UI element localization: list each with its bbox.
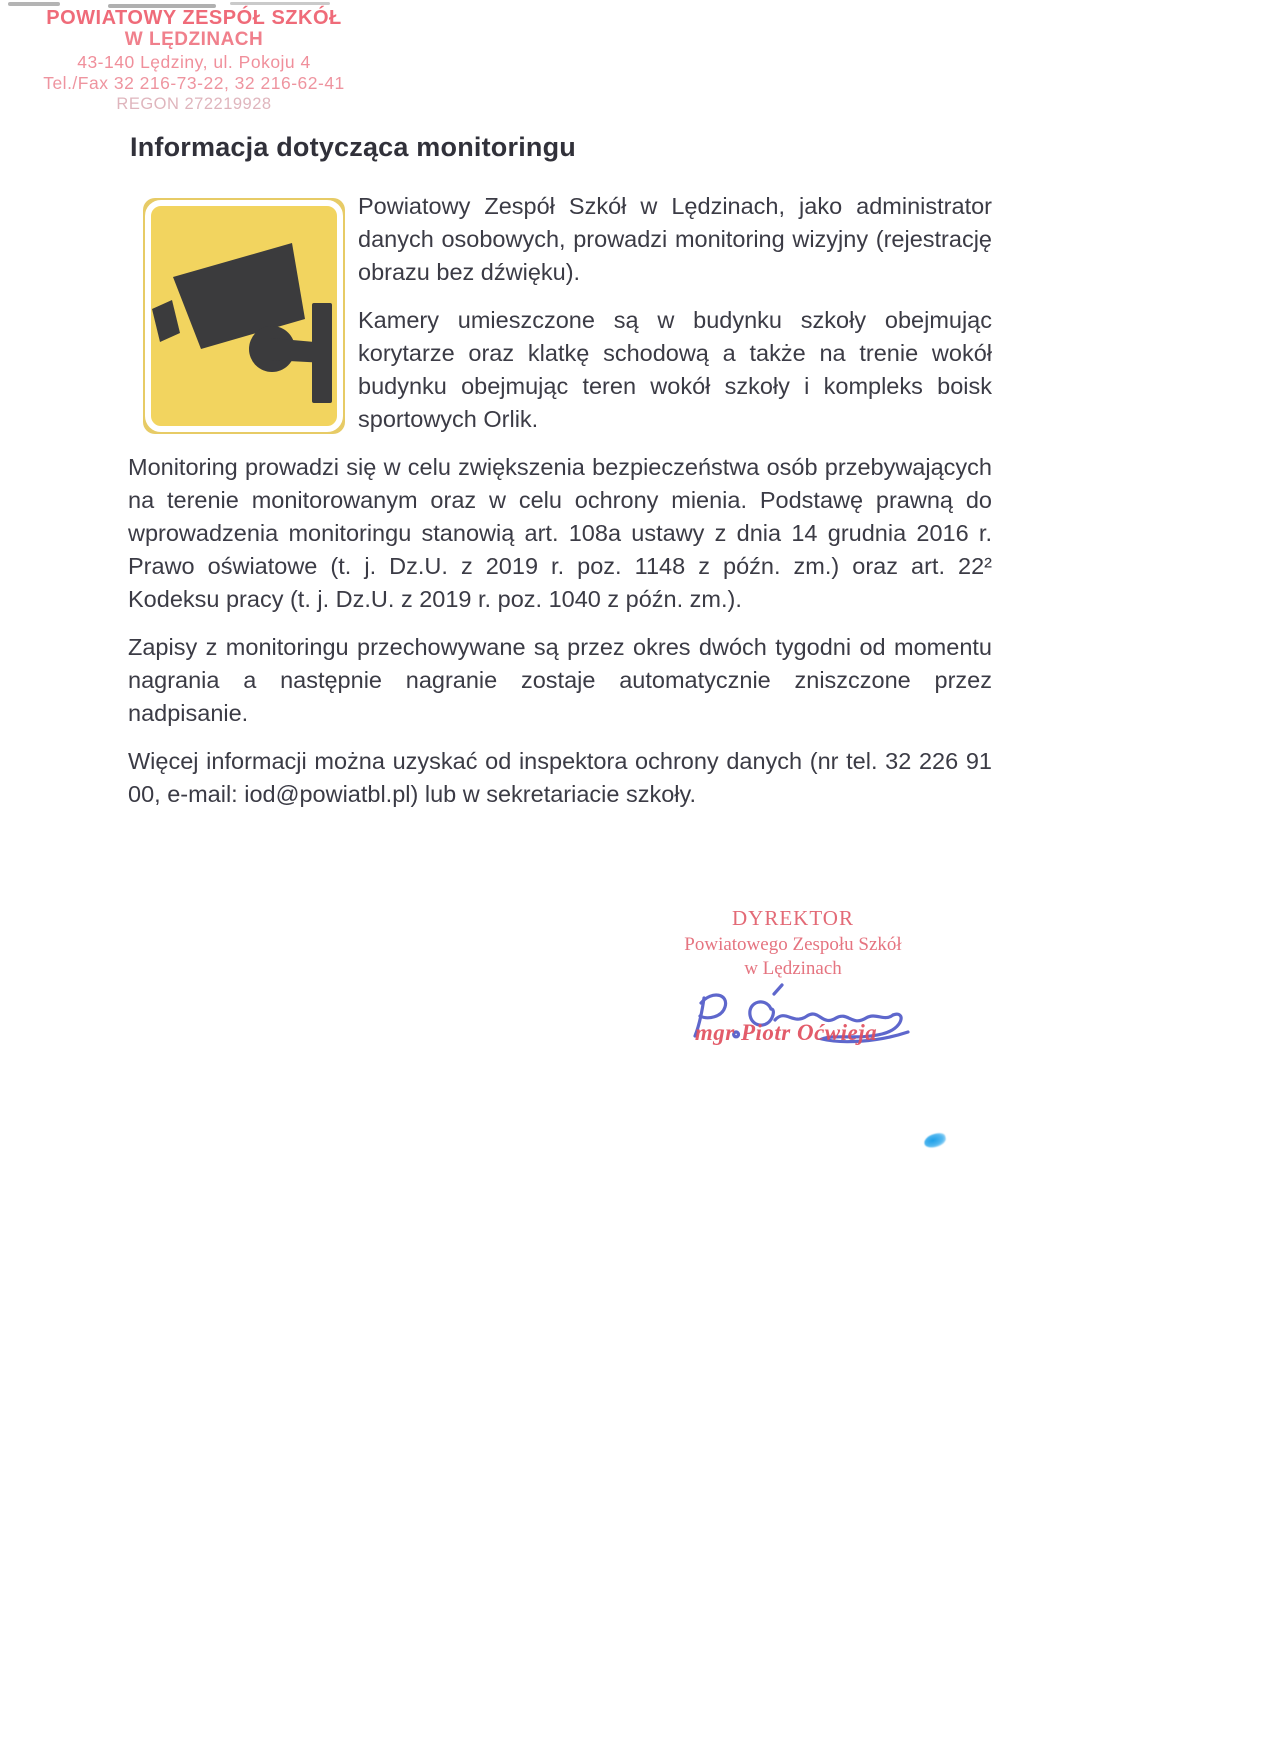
- document-body: [128, 132, 992, 826]
- school-stamp: [26, 8, 362, 115]
- paragraph-contact: Więcej informacji można uzyskać od inspektora ochrony danych (nr tel. 32 226 91 00, e-mail: iod@powiatbl.pl) lub w sekretariacie szkoły.: [128, 748, 992, 807]
- stamp-phone: Tel./Fax 32 216-73-22, 32 216-62-41: [43, 73, 345, 93]
- director-stamp: [628, 906, 958, 1074]
- stamp-school-city-bottom: w Lędzinach: [744, 958, 842, 979]
- ink-smudge: [923, 1132, 947, 1150]
- paragraph-retention: Zapisy z monitoringu przechowywane są przez okres dwóch tygodni od momentu nagrania a następnie nagranie zostaje automatycznie zniszczone przez nadpisanie.: [128, 634, 992, 726]
- stamp-school-city: W LĘDZINACH: [124, 29, 264, 50]
- stamp-regon: REGON 272219928: [116, 95, 272, 113]
- stamp-address: 43-140 Lędziny, ul. Pokoju 4: [77, 52, 311, 72]
- body-text: [128, 190, 992, 811]
- paragraph-cameras: Kamery umieszczone są w budynku szkoły obejmując korytarze oraz klatkę schodową a także na trenie wokół budynku obejmując teren wokół szkoły i kompleks boisk sportowych Orlik.: [358, 307, 992, 432]
- signature-name: mgr Piotr Oćwieja: [694, 1020, 878, 1045]
- paragraph-legal-basis: Monitoring prowadzi się w celu zwiększenia bezpieczeństwa osób przebywających na terenie monitorowanym oraz w celu ochrony mienia. Podstawę prawną do wprowadzenia monitoringu stanowią art. 108a ustawy z dnia 14 grudnia 2016 r. Prawo oświatowe (t. j. Dz.U. z 2019 r. poz. 1148 z późn. zm.) oraz art. 22² Kodeksu pracy (t. j. Dz.U. z 2019 r. poz. 1040 z późn. zm.).: [128, 454, 992, 612]
- stamp-school-name-bottom: Powiatowego Zespołu Szkół: [684, 934, 902, 955]
- camera-icon: [142, 197, 346, 435]
- paragraph-intro: Powiatowy Zespół Szkół w Lędzinach, jako administrator danych osobowych, prowadzi monitoring wizyjny (rejestrację obrazu bez dźwięku).: [358, 193, 992, 285]
- stamp-school-name: POWIATOWY ZESPÓŁ SZKÓŁ: [46, 7, 342, 29]
- cctv-warning-sign: [142, 197, 346, 435]
- page-title: Informacja dotycząca monitoringu: [130, 132, 576, 162]
- scan-artifact: [230, 2, 330, 5]
- signature-block: [628, 982, 958, 1074]
- stamp-director-title: DYREKTOR: [732, 906, 854, 930]
- scan-artifact: [8, 2, 60, 6]
